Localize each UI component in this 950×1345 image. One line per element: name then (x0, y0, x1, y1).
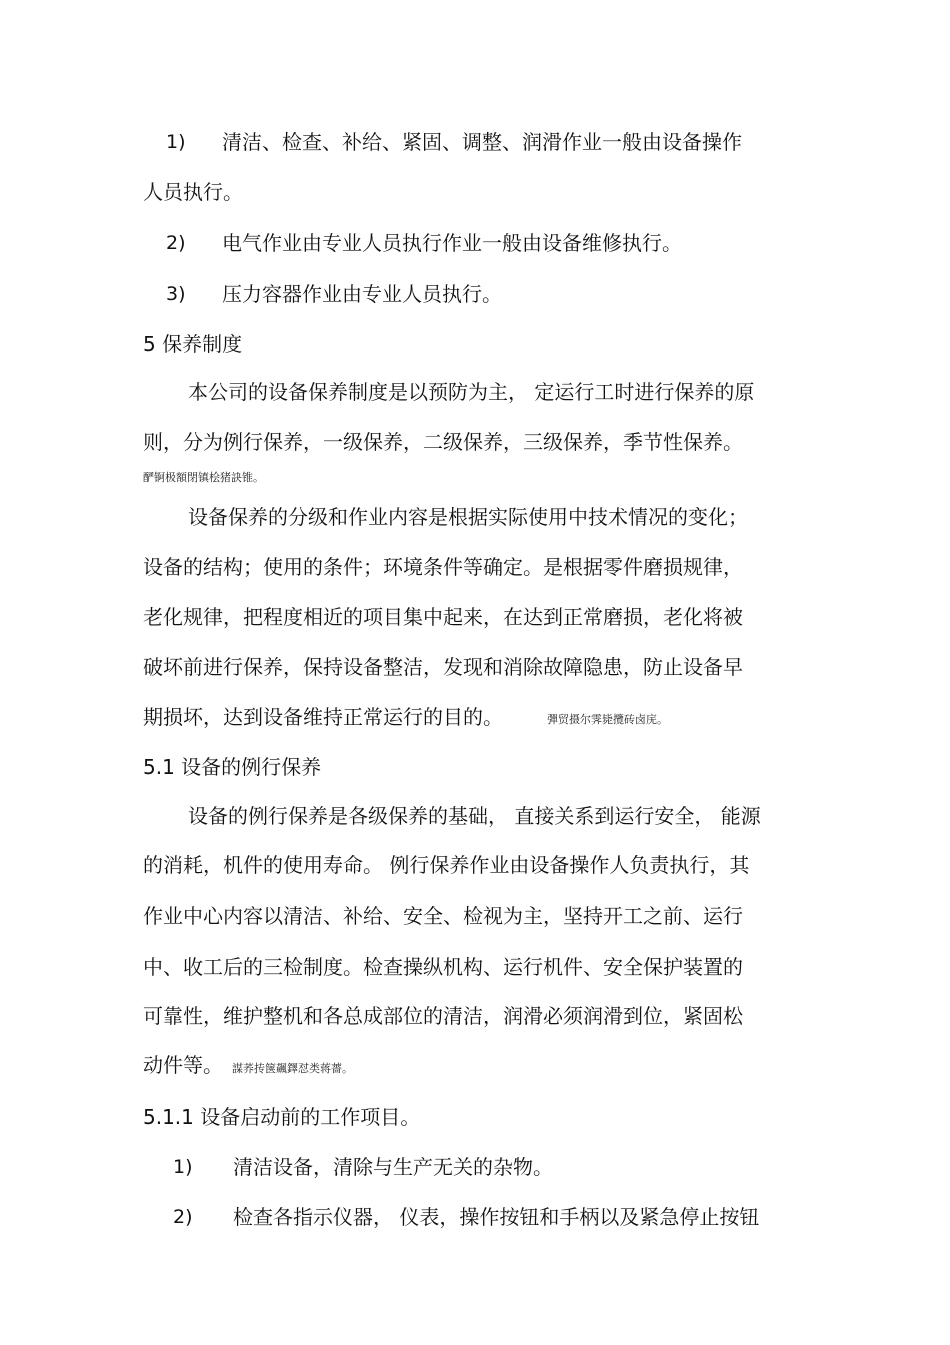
garbled-note: 酽锕极額閉镇桧猪訣锥。 (143, 471, 264, 484)
section-heading-5: 5 保养制度 (143, 332, 243, 356)
list-text-continuation: 人员执行。 (143, 180, 243, 204)
paragraph-line: 则，分为例行保养，一级保养，二级保养，三级保养，季节性保养。 (143, 430, 743, 454)
paragraph-line: 老化规律，把程度相近的项目集中起来，在达到正常磨损，老化将被 (143, 605, 743, 629)
paragraph-line: 动件等。 (143, 1053, 223, 1077)
paragraph-line: 期损坏，达到设备维持正常运行的目的。 (143, 705, 503, 729)
section-heading-5-1-1: 5.1.1 设备启动前的工作项目。 (143, 1105, 421, 1129)
list-text: 检查各指示仪器， 仪表，操作按钮和手柄以及紧急停止按钮 (233, 1205, 760, 1229)
list-text: 压力容器作业由专业人员执行。 (222, 282, 502, 306)
paragraph-line: 破坏前进行保养，保持设备整洁，发现和消除故障隐患，防止设备早 (143, 655, 743, 679)
paragraph-line: 的消耗，机件的使用寿命。 例行保养作业由设备操作人负责执行，其 (143, 853, 750, 877)
garbled-note: 謀荞抟箧飆鐸怼类蒋薔。 (232, 1062, 353, 1075)
paragraph-line: 中、收工后的三检制度。检查操纵机构、运行机件、安全保护装置的 (143, 955, 743, 979)
list-number: 2) (166, 232, 186, 254)
section-heading-5-1: 5.1 设备的例行保养 (143, 755, 322, 779)
list-text: 电气作业由专业人员执行作业一般由设备维修执行。 (222, 231, 682, 255)
paragraph-line: 本公司的设备保养制度是以预防为主， 定运行工时进行保养的原 (188, 380, 755, 404)
paragraph-line: 可靠性，维护整机和各总成部位的清洁，润滑必须润滑到位，紧固松 (143, 1004, 743, 1028)
list-text: 清洁、检查、补给、紧固、调整、润滑作业一般由设备操作 (222, 130, 742, 154)
list-number: 2) (173, 1206, 193, 1228)
list-number: 3) (166, 283, 186, 305)
paragraph-line: 作业中心内容以清洁、补给、安全、检视为主，坚持开工之前、运行 (143, 904, 743, 928)
list-number: 1) (166, 131, 186, 153)
paragraph-line: 设备保养的分级和作业内容是根据实际使用中技术情况的变化； (188, 505, 748, 529)
list-text: 清洁设备，清除与生产无关的杂物。 (233, 1155, 553, 1179)
garbled-note: 彈贸摄尔霁毙攬砖卤庑。 (547, 713, 668, 726)
paragraph-line: 设备的例行保养是各级保养的基础， 直接关系到运行安全， 能源 (188, 804, 761, 828)
paragraph-line: 设备的结构；使用的条件；环境条件等确定。是根据零件磨损规律， (143, 555, 743, 579)
list-number: 1) (173, 1156, 193, 1178)
